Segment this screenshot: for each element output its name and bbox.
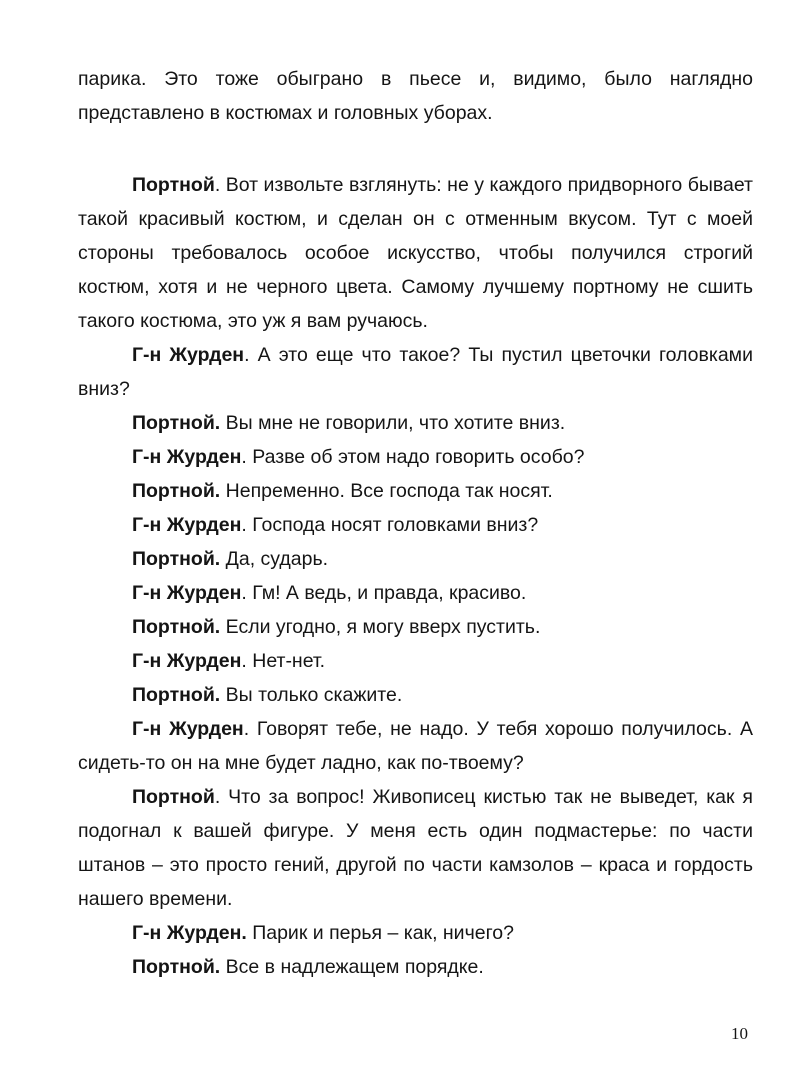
page-number: 10	[731, 1024, 748, 1043]
speaker-name: Портной.	[132, 616, 221, 638]
dialogue-line	[78, 440, 753, 474]
dialogue-line	[78, 576, 753, 610]
dialogue-line	[78, 678, 753, 712]
dialogue-line	[78, 406, 753, 440]
speaker-name: Портной.	[132, 956, 221, 978]
dialogue-line	[78, 950, 753, 984]
dialogue-line	[78, 168, 753, 338]
dialogue-line	[78, 542, 753, 576]
speaker-separator: .	[243, 718, 250, 740]
speaker-name: Г-н Журден.	[132, 922, 247, 944]
dialogue-line	[78, 474, 753, 508]
dialogue	[78, 168, 753, 984]
speaker-name: Портной.	[132, 684, 221, 706]
line-text: Да, сударь.	[220, 548, 329, 570]
line-text: Гм! А ведь, и правда, красиво.	[246, 582, 527, 604]
line-text: А это еще что такое? Ты пустил цветочки головками вниз?	[78, 344, 753, 400]
speaker-separator: .	[241, 650, 247, 672]
line-text: Вот извольте взглянуть: не у каждого придворного бывает такой красивый костюм, и сделан он с отменным вкусом. Тут с моей стороны требовалось особое искусство, чтобы получился строгий костюм, хотя и не черного цвета. Самому лучшему портному не сшить такого костюма, это уж я вам ручаюсь.	[78, 174, 753, 332]
speaker-separator: .	[241, 446, 247, 468]
line-text: Нет-нет.	[246, 650, 326, 672]
speaker-separator: .	[241, 582, 247, 604]
speaker-name: Г-н Журден	[132, 344, 245, 366]
line-text: Господа носят головками вниз?	[246, 514, 539, 536]
speaker-separator: .	[244, 344, 250, 366]
dialogue-line	[78, 338, 753, 406]
speaker-separator: .	[214, 786, 221, 808]
speaker-name: Портной	[132, 174, 215, 196]
line-text: Разве об этом надо говорить особо?	[246, 446, 585, 468]
speaker-name: Г-н Журден	[132, 650, 242, 672]
line-text: Если угодно, я могу вверх пустить.	[220, 616, 541, 638]
intro-paragraph: парика. Это тоже обыграно в пьесе и, видимо, было наглядно представлено в костюмах и головных уборах.	[78, 68, 753, 124]
dialogue-line	[78, 712, 753, 780]
line-text: Говорят тебе, не надо. У тебя хорошо получилось. А сидеть-то он на мне будет ладно, как по-твоему?	[78, 718, 753, 774]
document-page	[78, 62, 753, 984]
speaker-separator: .	[214, 174, 221, 196]
paragraph-gap	[78, 130, 753, 168]
speaker-name: Портной.	[132, 412, 221, 434]
dialogue-line	[78, 644, 753, 678]
line-text: Вы только скажите.	[220, 684, 403, 706]
line-text: Все в надлежащем порядке.	[220, 956, 484, 978]
speaker-name: Портной.	[132, 548, 221, 570]
dialogue-line	[78, 916, 753, 950]
dialogue-line	[78, 610, 753, 644]
line-text: Что за вопрос! Живописец кистью так не выведет, как я подогнал к вашей фигуре. У меня есть один подмастерье: по части штанов – это просто гений, другой по части камзолов – краса и гордость нашего времени.	[78, 786, 753, 910]
line-text: Вы мне не говорили, что хотите вниз.	[220, 412, 566, 434]
speaker-separator: .	[241, 514, 247, 536]
line-text: Непременно. Все господа так носят.	[220, 480, 553, 502]
dialogue-line	[78, 508, 753, 542]
speaker-name: Портной	[132, 786, 215, 808]
speaker-name: Г-н Журден	[132, 514, 242, 536]
speaker-name: Г-н Журден	[132, 446, 242, 468]
dialogue-line	[78, 780, 753, 916]
speaker-name: Г-н Журден	[132, 582, 242, 604]
line-text: Парик и перья – как, ничего?	[246, 922, 514, 944]
speaker-name: Портной.	[132, 480, 221, 502]
speaker-name: Г-н Журден	[132, 718, 244, 740]
